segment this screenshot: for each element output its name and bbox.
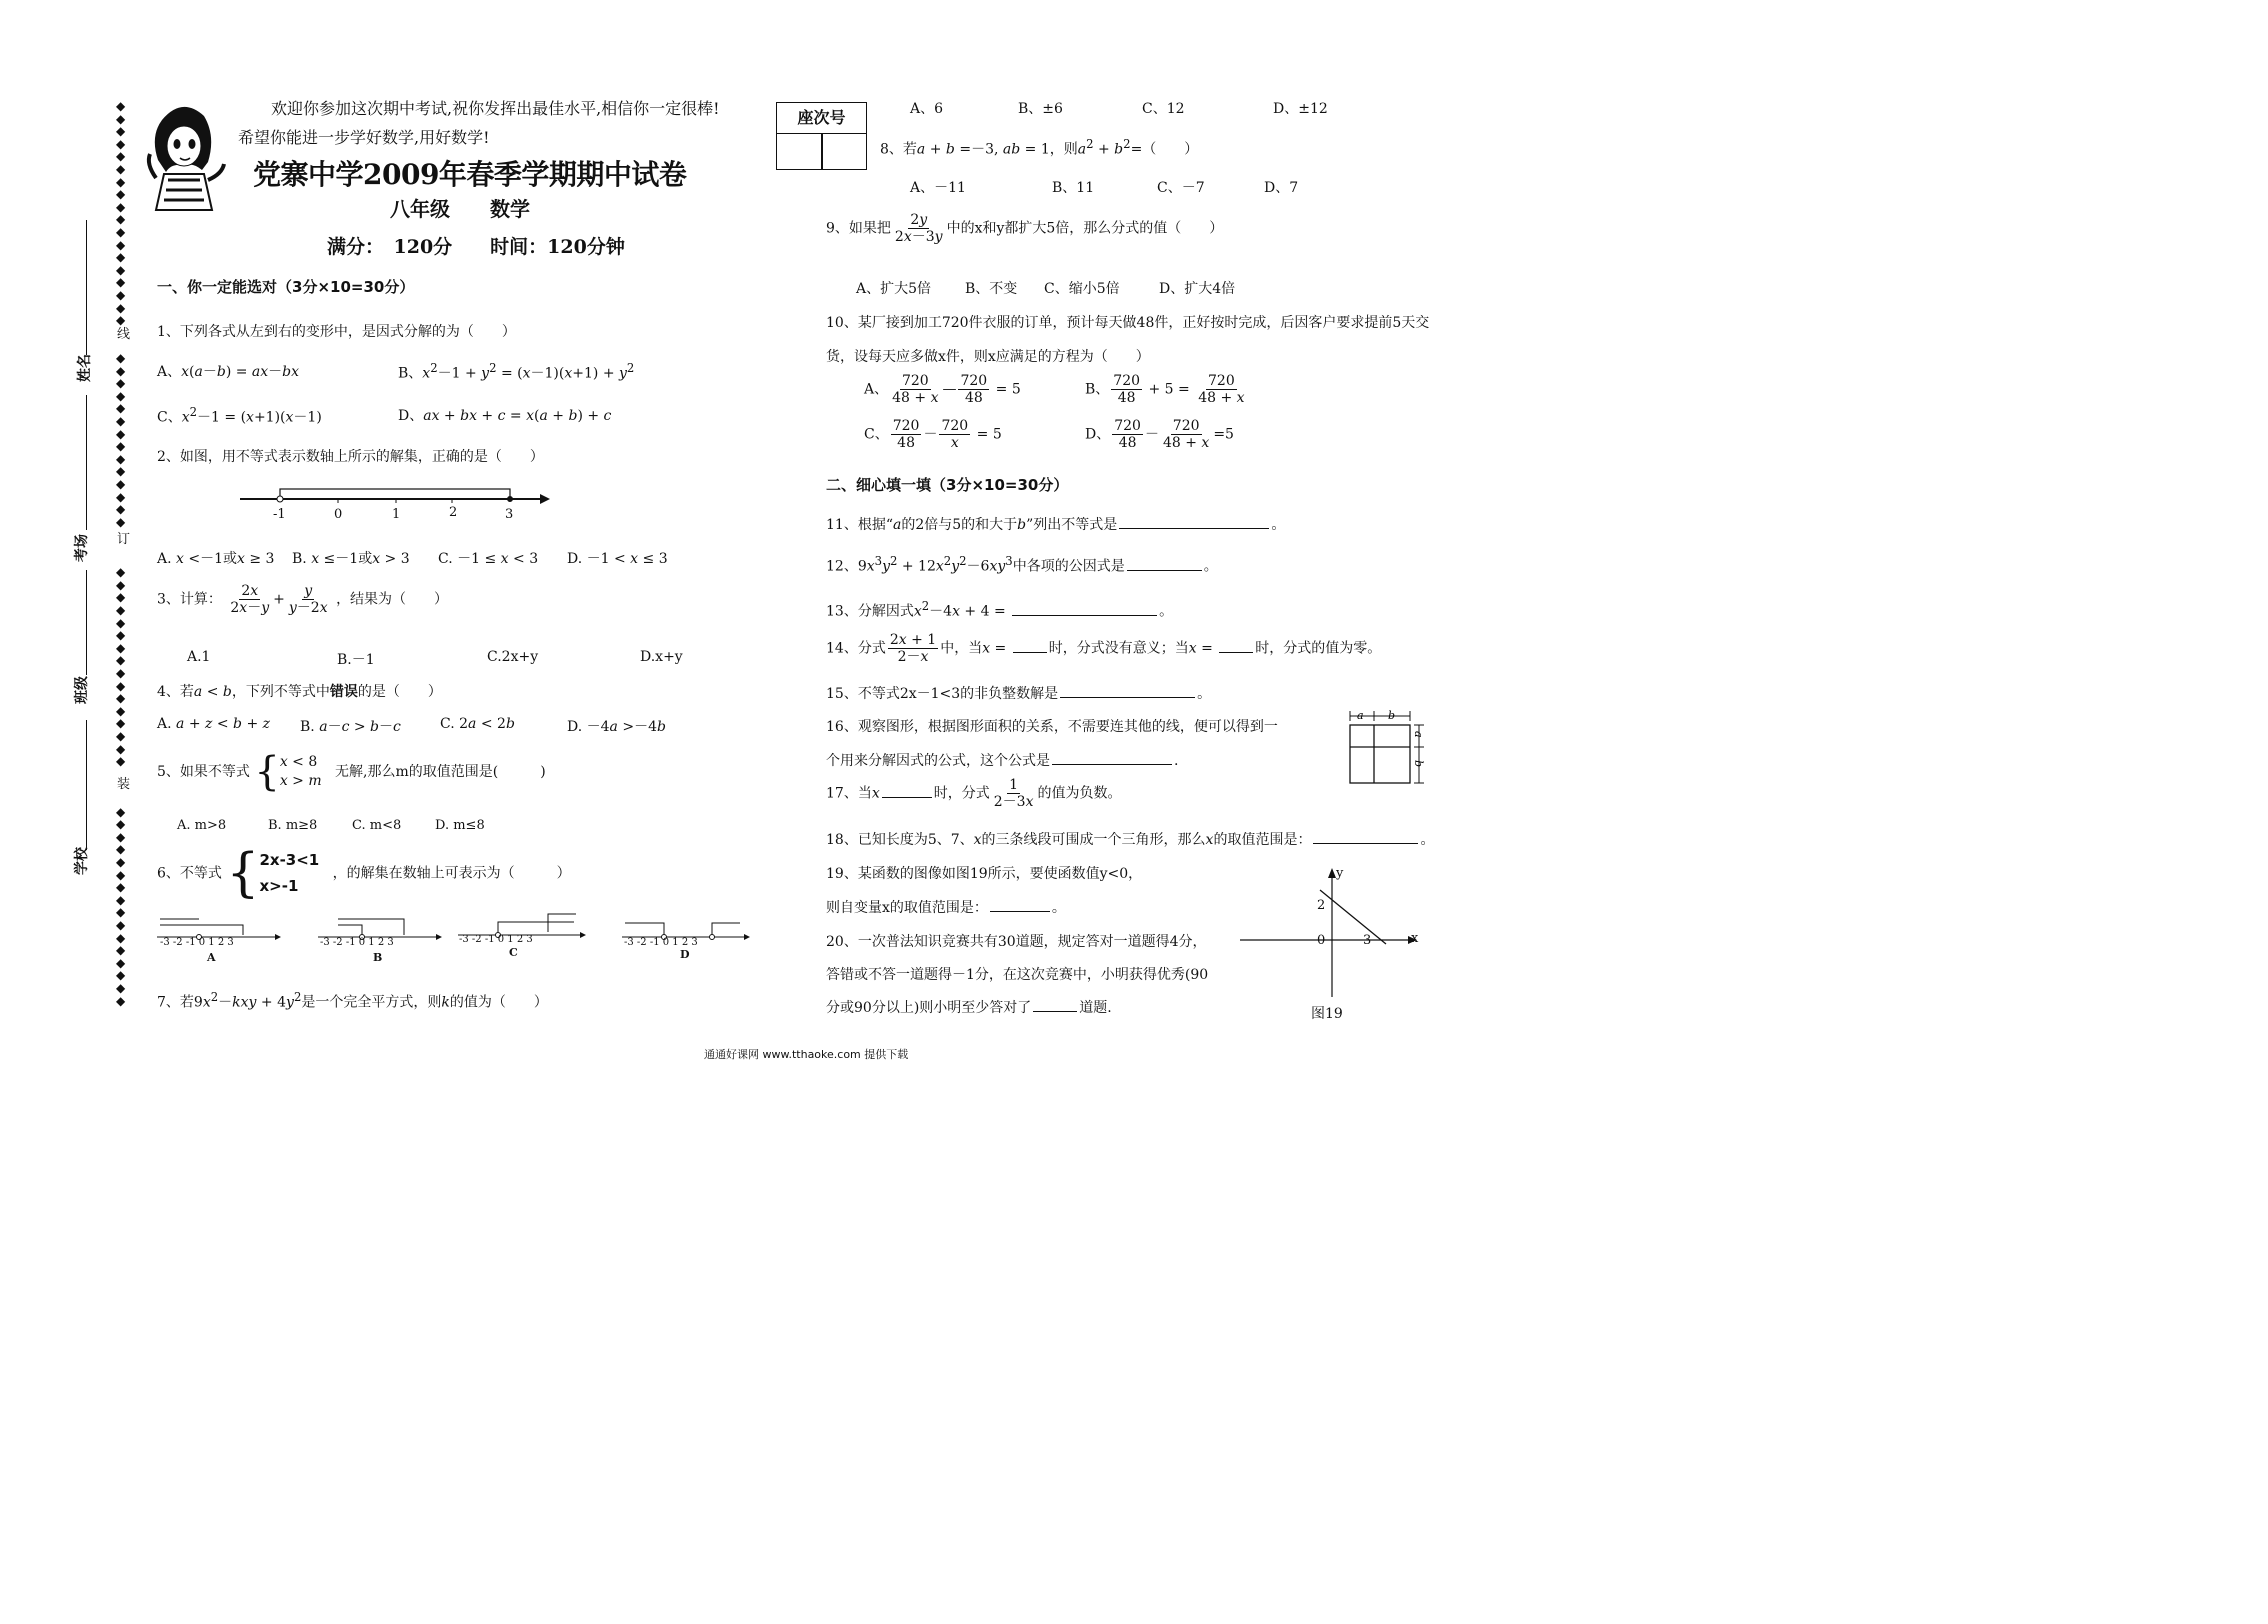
exam-room-field-line [86,395,87,530]
binding-diamond: ◆ [116,817,126,832]
q6-system-line2: x>-1 [259,876,299,895]
q5-option-c: C. m<8 [352,818,402,833]
q2-tick-1: 1 [392,507,401,522]
q17-stem-a: 17、当 [826,785,872,802]
q11-answer-blank[interactable] [1119,527,1269,529]
q3-option-c: C.2x+y [487,649,539,665]
q5-stem-a: 5、如果不等式 [157,764,250,780]
q2-tick-3: 3 [505,507,514,522]
binding-diamond: ◆ [116,615,126,630]
q14-answer-blank-1[interactable] [1013,651,1047,653]
q1-option-d: D、ax + bx + c = x(a + b) + c [398,408,612,424]
q6-system-line1: 2x-3<1 [259,851,320,869]
q1-stem: 1、下列各式从左到右的变形中，是因式分解的为（ ） [157,324,516,340]
q3-option-a: A.1 [187,649,211,665]
binding-diamond: ◆ [116,502,126,517]
q9-stem-a: 9、如果把 [826,220,891,237]
q2-option-b: B. x ≤－1或x > 3 [292,551,410,567]
cartoon-girl-illustration [142,100,226,212]
class-field-line [86,570,87,675]
q4-option-b: B. a－c > b－c [300,719,401,735]
q4-stem-error-word: 错误 [329,684,358,700]
binding-diamond: ◆ [116,905,126,920]
q6-figure-a-label: A [207,951,216,964]
binding-diamond: ◆ [116,187,126,202]
binding-diamond: ◆ [116,199,126,214]
q11-stem-b: 的2倍与5的和大于 [901,517,1018,533]
binding-diamond: ◆ [116,363,126,378]
q14-stem-b: 中，当 [940,640,983,657]
q15-answer-blank[interactable] [1060,696,1195,698]
q14-stem-c: 时，分式没有意义；当 [1048,640,1189,657]
q16-line1: 16、观察图形，根据图形面积的关系，不需要连其他的线，便可以得到一 [826,719,1278,735]
binding-diamond: ◆ [116,376,126,391]
exam-room-field-label: 考场 [74,534,90,562]
q14-stem-a: 14、分式 [826,640,886,657]
seat-number-cell-divider [821,134,823,169]
q10-option-c: C、 $\frac{720}{48}$ － $\frac{720}{x}$ = 5 [864,418,1002,452]
score-time: 满分： 120分 时间：120分钟 [327,236,625,258]
q2-option-d: D. －1 < x ≤ 3 [567,551,668,567]
binding-diamond: ◆ [116,666,126,680]
q8-option-d: D、7 [1264,180,1299,196]
q5-option-d: D. m≤8 [435,818,485,833]
svg-text:b: b [1388,709,1396,722]
q16-line2-text: 个用来分解因式的公式，这个公式是 [826,753,1050,769]
q5-option-a: A. m>8 [177,818,227,833]
q6-system [259,848,319,899]
figure-19-origin: 0 [1317,933,1326,948]
q14-stem: 14、分式 $\frac{2x + 1}{2-x}$ 中，当x = 时，分式没有意义；当x = 时，分式的值为零。 [826,632,1382,666]
q7-stem-c: 的值为（ ） [449,994,548,1011]
binding-diamond: ◆ [116,628,126,643]
q7-stem-a: 7、若 [157,994,194,1011]
binding-diamond: ◆ [116,300,126,315]
q10-option-c-label: C、 [864,426,889,443]
q12-answer-blank[interactable] [1127,569,1202,571]
q6-brace: { [226,843,260,904]
q9-option-d: D、扩大4倍 [1159,281,1236,297]
binding-diamond: ◆ [116,577,126,592]
q2-tick-2: 2 [449,505,458,520]
binding-diamond: ◆ [116,237,126,252]
binding-diamond: ◆ [116,439,126,454]
binding-diamond: ◆ [116,124,126,139]
class-field-label: 班级 [74,676,90,704]
figure-19-x-label: x [1411,931,1419,946]
binding-diamond: ◆ [116,111,126,126]
q9-fraction: $\frac{2y}{2x-3y}$ [894,212,943,246]
binding-diamond: ◆ [116,212,126,227]
binding-diamond: ◆ [116,388,126,403]
q7-stem: 7、若$9x^2-kxy + 4y^2$是一个完全平方式，则k的值为（ ） [157,990,548,1011]
binding-diamond: ◆ [116,162,126,176]
q12-stem-b: 中各项的公因式是 [1012,558,1125,575]
q13-stem: 13、分解因式$x^2-4x + 4$ = 。 [826,599,1174,620]
q11-stem: 11、根据“a的2倍与5的和大于b”列出不等式是 。 [826,517,1286,533]
binding-diamond: ◆ [116,804,126,819]
q17-stem-c: 的值为负数。 [1037,785,1122,802]
q10-line1: 10、某厂接到加工720件衣服的订单，预计每天做48件，正好按时完成，后因客户要求提前5天交 [826,315,1430,331]
binding-diamond: ◆ [116,981,126,995]
q1-option-c: C、$x^2-1 = (x+1)(x-1)$ [157,405,322,426]
figure-19-y-intercept: 2 [1317,898,1326,913]
svg-text:a: a [1412,731,1425,738]
q3-fraction-1: $\frac{2x}{2x-y}$ [230,583,270,617]
binding-diamond: ◆ [116,590,126,605]
exam-subtitle: 八年级 数学 [390,197,530,221]
q10-option-a: A、 $\frac{720}{48 + x}$ — $\frac{720}{48}$ = 5 [864,373,1021,407]
q19-line1: 19、某函数的图像如图19所示，要使函数值y<0， [826,866,1143,882]
binding-diamond: ◆ [116,955,126,970]
q5-option-b: B. m≥8 [268,818,318,833]
binding-diamond: ◆ [116,867,126,882]
q4-option-c: C. 2a < 2b [440,716,515,732]
binding-diamond: ◆ [116,754,126,769]
name-field-line [86,220,87,355]
q18-stem: 18、已知长度为5、7、x的三条线段可围成一个三角形，那么x的取值范围是： 。 [826,832,1435,848]
q17-stem-b: 时，分式 [933,785,990,802]
q11-stem-a: 11、根据“ [826,517,893,533]
q8-stem-b: ，则 [1049,141,1078,158]
section1-heading: 一、你一定能选对（3分×10=30分） [157,278,415,296]
q20-answer-blank[interactable] [1033,1010,1077,1012]
q3-stem-b: ，结果为（ ） [336,591,449,608]
q10-line2: 货，设每天应多做x件，则x应满足的方程为（ ） [826,349,1150,365]
q6-figure-b-ticks: -3 -2 -1 0 1 2 3 [320,937,394,948]
q6-stem-a: 6、不等式 [157,865,222,882]
binding-diamond: ◆ [116,930,126,945]
seat-number-label: 座次号 [777,103,866,134]
q9-option-b: B、不变 [965,281,1018,297]
binding-diamond: ◆ [116,993,126,1008]
section2-heading: 二、细心填一填（3分×10=30分） [826,476,1069,494]
q7-option-c: C、12 [1142,101,1185,117]
q20-line3-end: 道题. [1079,1000,1112,1016]
q19-line2-text: 则自变量x的取值范围是： [826,900,988,916]
q12-stem-a: 12、 [826,558,858,575]
q7-option-b: B、±6 [1018,101,1063,117]
q5-stem [157,749,546,795]
binding-diamond: ◆ [116,741,126,756]
figure-19-graph [1236,862,1436,1002]
q20-line3-text: 分或90分以上)则小明至少答对了 [826,1000,1032,1016]
q16-answer-blank[interactable] [1052,763,1172,765]
binding-diamond: ◆ [116,250,126,265]
binding-diamond: ◆ [116,489,126,504]
q7-option-a: A、6 [910,101,944,117]
q18-stem-b: 的三条线段可围成一个三角形，那么 [981,832,1206,848]
q2-option-a: A. x <－1或x ≥ 3 [157,551,275,567]
q4-stem: 4、若a < b，下列不等式中错误的是（ ） [157,684,442,700]
q2-tick-neg1: -1 [273,507,286,522]
q2-option-c: C. －1 ≤ x < 3 [438,551,539,567]
binding-diamond: ◆ [116,892,126,907]
q6-figure-c-ticks: -3 -2 -1 0 1 2 3 [459,934,533,945]
footer-source: 通通好课网 www.tthaoke.com 提供下载 [704,1048,909,1061]
q6-figure-c-label: C [509,946,518,959]
binding-diamond: ◆ [116,565,126,580]
q8-option-c: C、－7 [1157,180,1205,196]
q6-figure-a-ticks: -3 -2 -1 0 1 2 3 [160,937,234,948]
binding-diamond: ◆ [116,414,126,428]
q9-stem [826,212,1223,245]
binding-diamond: ◆ [116,149,126,164]
q4-stem-b: ，下列不等式中 [231,684,330,700]
name-field-label: 姓名 [77,354,93,382]
q6-figure-d-ticks: -3 -2 -1 0 1 2 3 [624,937,698,948]
binding-diamond: ◆ [116,451,126,466]
binding-diamond: ◆ [116,640,126,655]
q8-option-a: A、－11 [910,180,966,196]
q1-option-a: A、x(a－b) = ax－bx [157,364,300,380]
q19-line2: 则自变量x的取值范围是： 。 [826,900,1066,916]
q8-stem-c: =（ ） [1130,141,1199,158]
q16-area-figure [1346,705,1430,787]
q9-option-a: A、扩大5倍 [856,281,932,297]
binding-diamond: ◆ [116,136,126,151]
q4-stem-a: 4、若 [157,684,194,700]
binding-diamond: ◆ [116,288,126,302]
svg-text:a: a [1357,709,1364,722]
binding-diamond: ◆ [116,678,126,693]
q13-stem-a: 13、分解因式 [826,603,914,620]
q14-stem-d: 时，分式的值为零。 [1255,640,1382,657]
q3-option-b: B.－1 [337,652,375,668]
binding-ding-char: 订 [117,532,131,547]
binding-diamond: ◆ [116,729,126,743]
q1-option-b: B、$x^2-1 + y^2 = (x-1)(x+1) + y^2$ [398,361,635,382]
q15-stem: 15、不等式2x－1<3的非负整数解是 。 [826,686,1212,702]
binding-diamond: ◆ [116,99,126,113]
q5-brace: { [254,749,280,795]
q18-stem-a: 18、已知长度为5、7、 [826,832,974,848]
binding-diamond: ◆ [116,401,126,416]
q6-figure-d-label: D [680,948,690,961]
q20-line2: 答错或不答一道题得－1分，在这次竞赛中，小明获得优秀(90 [826,967,1209,983]
q6-stem [157,843,571,904]
binding-diamond: ◆ [116,275,126,290]
q2-stem: 2、如图，用不等式表示数轴上所示的解集，正确的是（ ） [157,449,544,465]
q12-stem: 12、$9x^3y^2 + 12x^2y^2-6xy^3$中各项的公因式是 。 [826,554,1218,575]
binding-diamond: ◆ [116,653,126,668]
q18-stem-c: 的取值范围是： [1213,832,1312,848]
q6-stem-b: ，的解集在数轴上可表示为（ ） [332,865,571,882]
q20-line3 [826,997,1112,1017]
binding-diamond: ◆ [116,918,126,932]
binding-diamond: ◆ [116,603,126,617]
q3-stem-a: 3、计算： [157,591,222,608]
q15-stem-text: 15、不等式2x－1<3的非负整数解是 [826,686,1059,702]
q20-line1: 20、一次普法知识竞赛共有30道题，规定答对一道题得4分， [826,934,1207,950]
q5-stem-b: 无解,那么m的取值范围是( ) [335,764,546,780]
binding-diamond: ◆ [116,691,126,706]
binding-diamond: ◆ [116,855,126,869]
binding-diamond: ◆ [116,426,126,441]
seat-number-box [776,102,867,170]
figure-19-caption: 图19 [1311,1006,1343,1022]
q9-stem-b: 中的x和y都扩大5倍，那么分式的值（ ） [946,220,1224,237]
hope-text: 希望你能进一步学好数学,用好数学! [238,128,490,147]
q16-line2: 个用来分解因式的公式，这个公式是 . [826,753,1179,769]
q6-figure-c [456,910,596,955]
q17-answer-blank[interactable] [882,796,932,798]
binding-diamond: ◆ [116,477,126,491]
welcome-text: 欢迎你参加这次期中考试,祝你发挥出最佳水平,相信你一定很棒! [271,99,720,118]
binding-diamond: ◆ [116,829,126,844]
q19-answer-blank[interactable] [990,910,1050,912]
q3-stem: 3、计算： $\frac{2x}{2x-y}$ + $\frac{y}{y-2x}$ ，结果为（ ） [157,583,449,617]
school-field-line [86,720,87,850]
figure-19-x-intercept: 3 [1363,933,1372,948]
binding-diamond: ◆ [116,716,126,731]
q4-option-d: D. －4a >－4b [567,719,666,735]
binding-line-char: 线 [117,327,131,342]
q6-figure-b-label: B [373,951,383,964]
q18-answer-blank[interactable] [1313,842,1418,844]
binding-diamond: ◆ [116,174,126,189]
q3-option-d: D.x+y [640,649,683,665]
q9-option-c: C、缩小5倍 [1044,281,1120,297]
q4-option-a: A. a + z < b + z [157,716,271,732]
q11-stem-c: ”列出不等式是 [1026,517,1118,533]
q13-answer-blank[interactable] [1012,614,1157,616]
q10-option-a-label: A、 [864,381,889,398]
binding-diamond: ◆ [116,313,126,328]
q5-system: x < 8 x > m [279,754,322,789]
school-field-label: 学校 [74,847,90,875]
binding-zhuang-char: 装 [117,777,131,792]
q10-option-b-label: B、 [1085,381,1110,398]
q10-option-d: D、 $\frac{720}{48}$ － $\frac{720}{48 + x}$ =5 [1085,418,1234,452]
svg-text:b: b [1412,760,1425,768]
q17-stem: 17、当x 时，分式 $\frac{1}{2-3x}$ 的值为负数。 [826,777,1122,811]
binding-diamond: ◆ [116,514,126,529]
binding-diamond: ◆ [116,880,126,895]
q3-fraction-2: $\frac{y}{y-2x}$ [288,583,328,617]
binding-diamond: ◆ [116,351,126,365]
binding-diamond: ◆ [116,968,126,983]
binding-diamond: ◆ [116,703,126,718]
q7-stem-b: 是一个完全平方式，则 [301,994,442,1011]
q8-stem-a: 8、若 [880,141,917,158]
binding-diamond: ◆ [116,225,126,239]
q10-option-d-label: D、 [1085,426,1111,443]
binding-diamond: ◆ [116,842,126,857]
binding-diamond: ◆ [116,464,126,479]
q8-option-b: B、11 [1052,180,1095,196]
q7-option-d: D、±12 [1273,101,1328,117]
q2-tick-0: 0 [334,507,343,522]
q4-stem-c: 的是（ ） [357,684,442,700]
q8-stem: 8、若a + b =－3, ab = 1，则$a^2 + b^2=$（ ） [880,137,1199,158]
binding-diamond: ◆ [116,262,126,277]
q14-answer-blank-2[interactable] [1219,651,1253,653]
binding-diamond: ◆ [116,943,126,958]
figure-19-y-label: y [1336,866,1344,881]
q10-option-b: B、 $\frac{720}{48}$ + 5 = $\frac{720}{48 + x}$ [1085,373,1245,407]
exam-title: 党寨中学2009年春季学期期中试卷 [253,158,687,191]
